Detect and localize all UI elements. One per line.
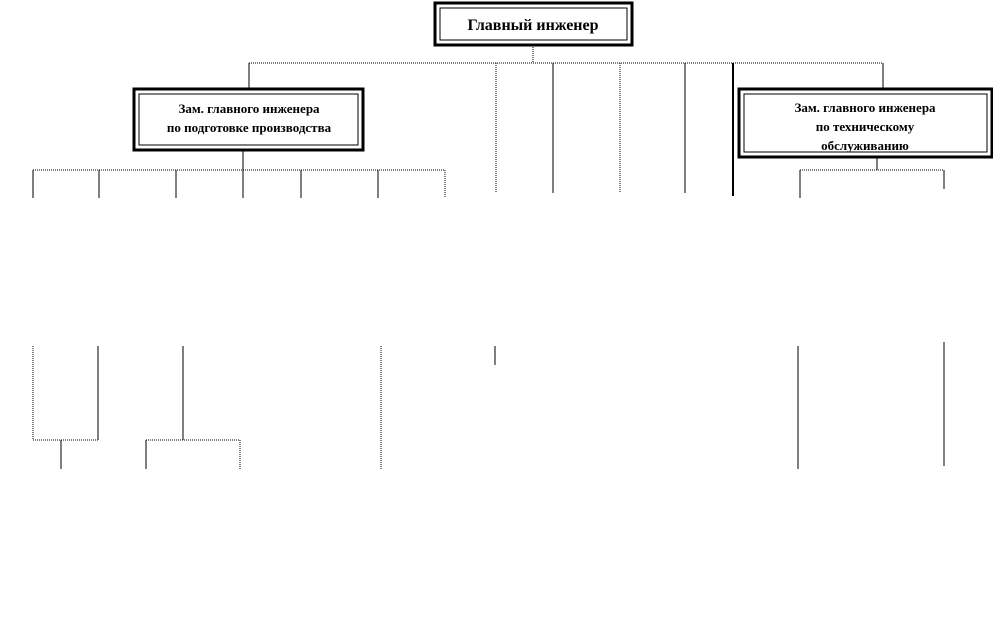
deputy-production-prep-label-line1: Зам. главного инженера (178, 101, 320, 116)
lower-connectors (33, 342, 944, 469)
deputy-maintenance-box (739, 89, 992, 157)
chief-engineer-box (435, 3, 632, 45)
deputy-production-prep-box (134, 89, 363, 150)
deputy-maintenance-label-line2: по техническому (815, 119, 915, 134)
deputy-production-prep-label-line2: по подготовке производства (166, 120, 332, 135)
deputy-maintenance-label-line1: Зам. главного инженера (794, 100, 936, 115)
left-subtree-connectors (33, 150, 445, 198)
right-subtree-connectors (800, 157, 944, 198)
chief-engineer-label: Главный инженер (467, 17, 599, 34)
deputy-maintenance-label-line3: обслуживанию (821, 138, 909, 153)
